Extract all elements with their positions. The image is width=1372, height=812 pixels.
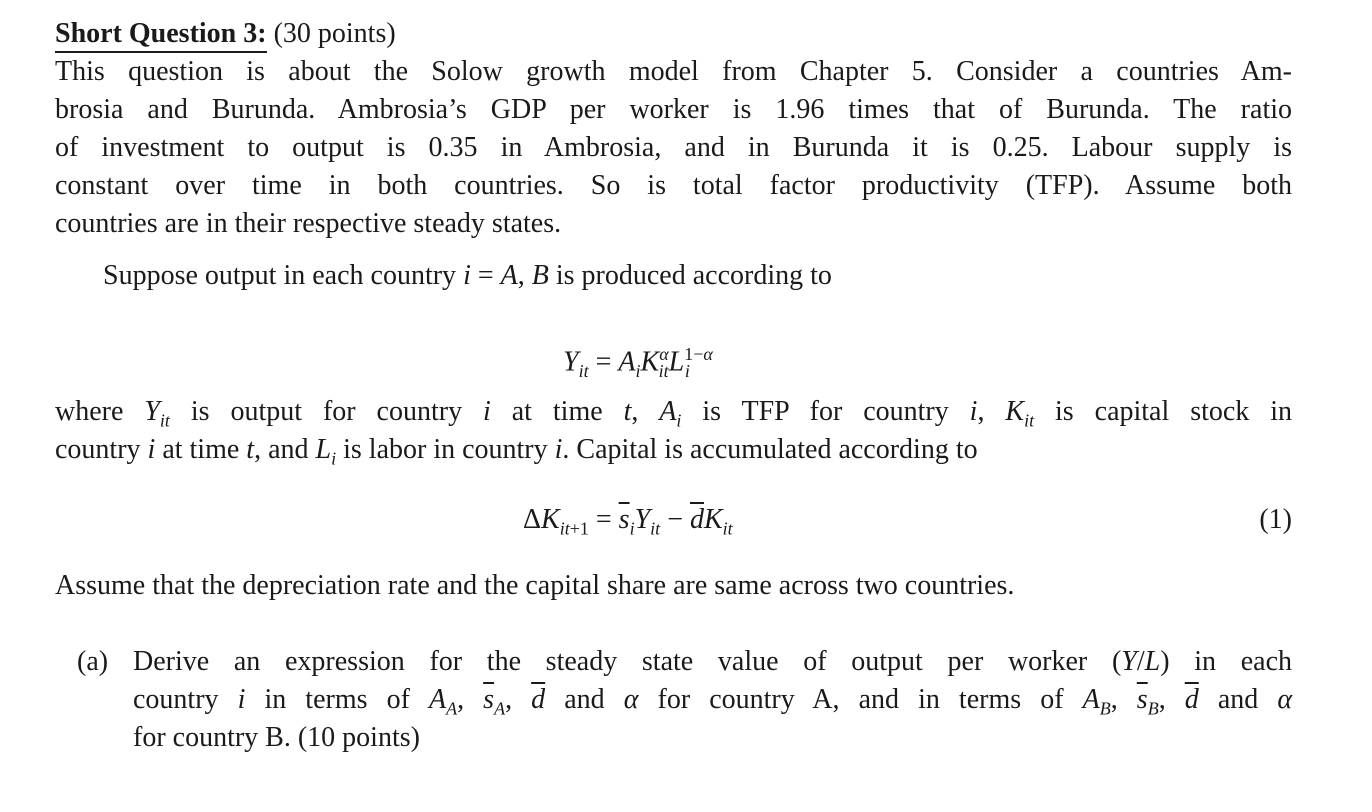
assumption-text: Assume that the depreciation rate and the capital share are same across two countries. xyxy=(55,570,1015,601)
intro-line-4: constant over time in both countries. So is total factor productivity (TFP). Assume both xyxy=(55,170,1292,201)
part-a-line-1: Derive an expression for the steady state value of output per worker (Y/L) in each xyxy=(133,646,1292,677)
equation-number: (1) xyxy=(1259,504,1292,535)
intro-line-5: countries are in their respective steady states. xyxy=(55,208,562,239)
where-line-1: where $Y_{it}$ is output for country i at time t, $A_i$ is TFP for country i, $K_{it}$ is capital stock in xyxy=(55,396,1293,431)
where-line-2: country i at time t, and $L_i$ is labor in country i. Capital is accumulated according to xyxy=(55,434,978,469)
heading-points: (30 points) xyxy=(273,18,396,49)
production-intro: Suppose output in each country i = A, B is produced according to xyxy=(103,260,832,291)
capital-accumulation-equation: $\Delta K_{it+1} = \overline{s}_iY_{it} - \overline{d}K_{it}$ xyxy=(523,504,733,539)
part-a-line-2: country i in terms of $A_A$, $\overline{s}_A$, $\overline{d}$ and α for country A, and in terms of $A_B$, $\overline{s}_B$, $\overline{d}$ and α xyxy=(133,684,1293,719)
intro-line-3: of investment to output is 0.35 in Ambrosia, and in Burunda it is 0.25. Labour supply is xyxy=(55,132,1292,163)
intro-line-2: brosia and Burunda. Ambrosia’s GDP per worker is 1.96 times that of Burunda. The ratio xyxy=(55,94,1292,125)
part-a-line-3: for country B. (10 points) xyxy=(133,722,420,753)
heading-title: Short Question 3: xyxy=(55,18,267,53)
intro-line-1: This question is about the Solow growth model from Chapter 5. Consider a countries Am- xyxy=(55,56,1292,87)
production-equation: $Y_{it} = A_iK^\alpha_{it}L^{1-\alpha}_i$ xyxy=(563,344,713,381)
question-heading xyxy=(55,16,396,52)
part-a-label: (a) xyxy=(77,646,109,677)
